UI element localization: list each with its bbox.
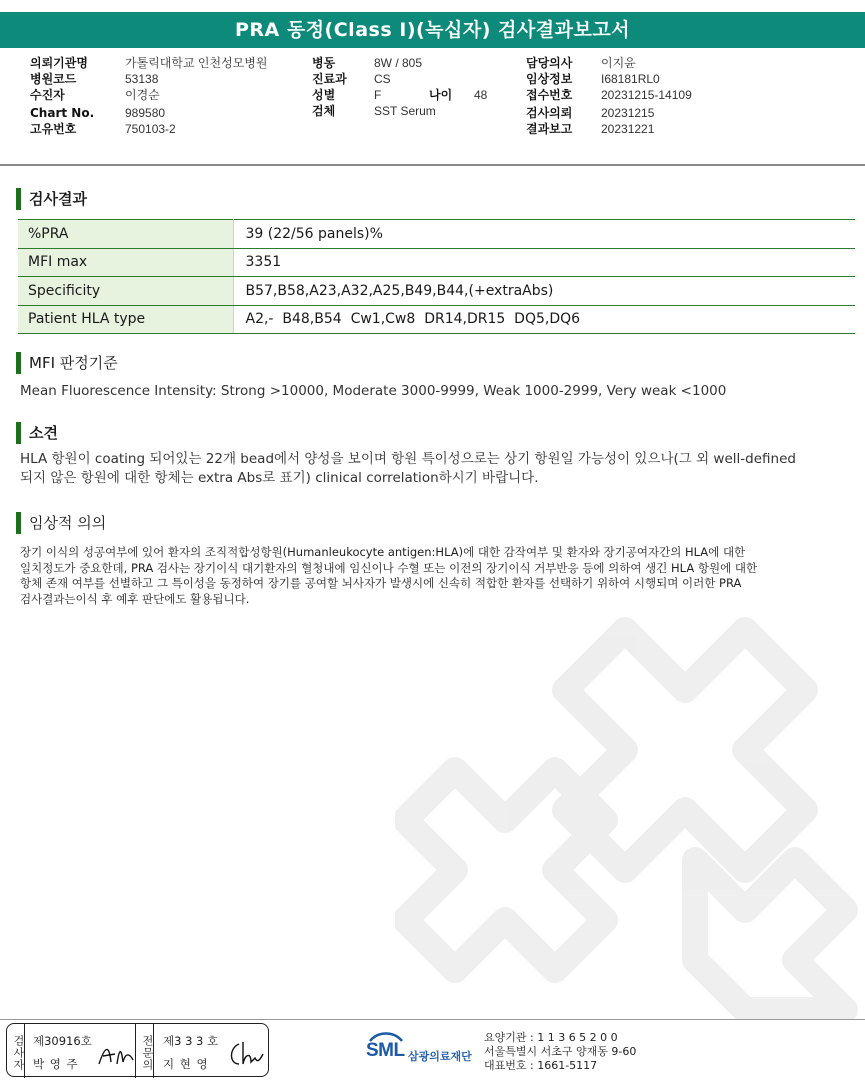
examiner-name: 박 영 주: [33, 1057, 79, 1071]
info-value: I68181RL0: [601, 72, 660, 86]
info-value-age: 48: [474, 88, 488, 102]
info-label: 의뢰기관명: [30, 56, 88, 70]
confirmer-signature-icon: [225, 1038, 265, 1070]
info-value: 가톨릭대학교 인천성모병원: [125, 56, 268, 70]
result-key: %PRA: [18, 220, 233, 249]
result-key: Patient HLA type: [18, 305, 233, 334]
info-value: 20231215: [601, 106, 655, 120]
info-value: 989580: [125, 106, 166, 120]
patient-info-block: [0, 48, 865, 166]
info-row-chart-no: [30, 106, 267, 121]
info-row-doctor: [526, 56, 692, 71]
table-row: [18, 305, 855, 334]
confirmer-name: 지 현 영: [163, 1057, 209, 1071]
contact-info: [484, 1031, 636, 1073]
info-label: 검사의뢰: [526, 106, 573, 120]
signature-box: [6, 1023, 269, 1077]
mfi-section-title: MFI 판정기준: [16, 352, 118, 374]
result-value: A2,- B48,B54 Cw1,Cw8 DR14,DR15 DQ5,DQ6: [233, 305, 855, 334]
result-value: B57,B58,A23,A32,A25,B49,B44,(+extraAbs): [233, 277, 855, 306]
report-title: PRA 동정(Class I)(녹십자) 검사결과보고서: [0, 12, 865, 48]
clinical-line: 검사결과는이식 후 예후 판단에도 활용됩니다.: [20, 591, 250, 606]
info-row-patient: [30, 88, 267, 103]
table-row: [18, 220, 855, 249]
info-label: 결과보고: [526, 122, 573, 136]
result-key: MFI max: [18, 248, 233, 277]
organization-name: 삼광의료재단: [408, 1050, 472, 1063]
info-row-ward: [312, 56, 487, 71]
info-row-department: [312, 72, 487, 87]
info-value: 이경순: [125, 88, 160, 102]
clinical-line: 장기 이식의 성공여부에 있어 환자의 조직적합성항원(Humanleukocyte antigen:HLA)에 대한 감작여부 및 환자와 장기공여자간의 HLA에 대한: [20, 545, 746, 559]
confirmer-label: 전문의: [136, 1024, 154, 1078]
info-label: 임상정보: [526, 72, 573, 86]
info-row-hospital-code: [30, 72, 267, 87]
clinical-text: [20, 545, 850, 607]
info-column-3: [526, 56, 692, 138]
watermark-cross-icon: [395, 600, 865, 1020]
opinion-text: [20, 450, 835, 488]
clinical-section-title: 임상적 의의: [16, 512, 106, 534]
info-label-age: 나이: [429, 88, 453, 102]
info-label: 병원코드: [30, 72, 77, 86]
table-row: [18, 248, 855, 277]
contact-line: 서울특별시 서초구 양재동 9-60: [484, 1045, 637, 1058]
opinion-line: HLA 항원이 coating 되어있는 22개 bead에서 양성을 보이며 항원 특이성으로는 상기 항원일 가능성이 있으나(그 외 well-defined: [20, 451, 796, 467]
info-value: F: [374, 88, 382, 102]
logo-text: SML: [366, 1040, 405, 1061]
info-row-clinical-info: [526, 72, 692, 87]
info-label: 성별: [312, 88, 336, 102]
confirmer-license: 제3 3 3 호: [163, 1034, 219, 1048]
info-value: 750103-2: [125, 122, 176, 136]
result-value: 3351: [233, 248, 855, 277]
results-section-title: 검사결과: [16, 188, 87, 210]
info-label: 고유번호: [30, 122, 77, 136]
info-label: 접수번호: [526, 88, 573, 102]
info-value: SST Serum: [374, 104, 436, 118]
info-row-receipt-no: [526, 88, 692, 103]
examiner-label: 검사자: [7, 1024, 25, 1078]
contact-line: 대표번호 : 1661-5117: [484, 1059, 598, 1072]
info-label: 검체: [312, 104, 336, 118]
info-value: 20231215-14109: [601, 88, 692, 102]
table-row: [18, 277, 855, 306]
result-value: 39 (22/56 panels)%: [233, 220, 855, 249]
info-label: 담당의사: [526, 56, 573, 70]
clinical-line: 항체 존재 여부를 선별하고 그 특이성을 동정하여 장기를 공여할 뇌사자가 발생시에 신속히 적합한 환자를 선택하기 위하여 시행되며 이러한 PRA: [20, 576, 742, 590]
info-value: 53138: [125, 72, 159, 86]
examiner-license: 제30916호: [33, 1034, 92, 1048]
info-row-hospital: [30, 56, 267, 71]
opinion-section-title: 소견: [16, 422, 58, 444]
info-column-2: [312, 56, 487, 120]
info-column-1: [30, 56, 267, 138]
info-row-unique-id: [30, 122, 267, 137]
footer-divider: [0, 1019, 865, 1020]
clinical-line: 일치정도가 중요한데, PRA 검사는 장기이식 대기환자의 혈청내에 임신이나 수혈 또는 이전의 장기이식 거부반응 등에 의하여 생긴 HLA 항원에 대한: [20, 560, 758, 575]
info-value: CS: [374, 72, 391, 86]
results-table: [18, 219, 855, 334]
opinion-line: 되지 않은 항원에 대한 항체는 extra Abs로 표기) clinical correlation하시기 바랍니다.: [20, 470, 539, 486]
info-value: 8W / 805: [374, 56, 423, 70]
info-value: 이지윤: [601, 56, 636, 70]
info-row-request-date: [526, 106, 692, 121]
examiner-signature-icon: [95, 1040, 137, 1070]
info-row-sex-age: [312, 88, 487, 103]
info-row-report-date: [526, 122, 692, 137]
info-label: Chart No.: [30, 106, 95, 120]
info-label: 수진자: [30, 88, 65, 102]
contact-line: 요양기관 : 1 1 3 6 5 2 0 0: [484, 1031, 618, 1044]
info-value: 20231221: [601, 122, 655, 136]
result-key: Specificity: [18, 277, 233, 306]
mfi-criteria-text: Mean Fluorescence Intensity: Strong >10000, Moderate 3000-9999, Weak 1000-2999, Very weak <1000: [20, 383, 727, 399]
info-label: 병동: [312, 56, 336, 70]
info-label: 진료과: [312, 72, 347, 86]
info-row-specimen: [312, 104, 487, 119]
